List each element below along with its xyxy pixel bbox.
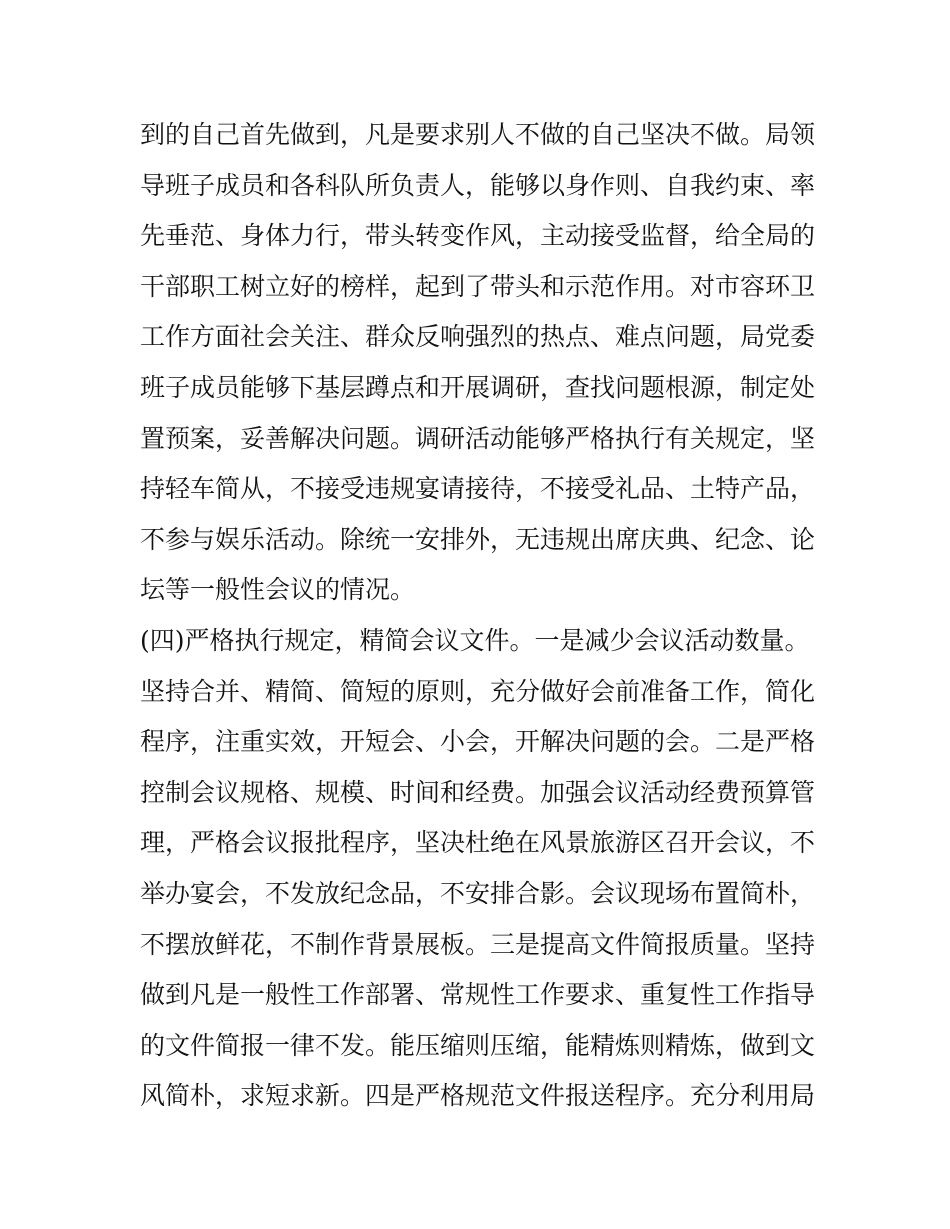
text-line-3: 先垂范、身体力行，带头转变作风，主动接受监督，给全局的 xyxy=(140,221,816,251)
text-line-9: 不参与娱乐活动。除统一安排外，无违规出席庆典、纪念、论 xyxy=(140,524,816,554)
text-line-20: 风简朴，求短求新。四是严格规范文件报送程序。充分利用局 xyxy=(140,1081,816,1111)
text-line-14: 控制会议规格、规模、时间和经费。加强会议活动经费预算管 xyxy=(140,777,816,807)
text-line-13: 程序，注重实效，开短会、小会，开解决问题的会。二是严格 xyxy=(140,727,816,757)
text-line-18: 做到凡是一般性工作部署、常规性工作要求、重复性工作指导 xyxy=(140,980,816,1010)
text-line-15: 理，严格会议报批程序，坚决杜绝在风景旅游区召开会议，不 xyxy=(140,828,816,858)
text-line-6: 班子成员能够下基层蹲点和开展调研，查找问题根源，制定处 xyxy=(140,372,816,402)
text-line-16: 举办宴会，不发放纪念品，不安排合影。会议现场布置简朴， xyxy=(140,878,816,908)
text-line-17: 不摆放鲜花，不制作背景展板。三是提高文件简报质量。坚持 xyxy=(140,929,816,959)
text-line-7: 置预案，妥善解决问题。调研活动能够严格执行有关规定，坚 xyxy=(140,423,816,453)
body-text xyxy=(140,110,820,1122)
text-line-5: 工作方面社会关注、群众反响强烈的热点、难点问题，局党委 xyxy=(140,322,816,352)
text-line-10: 坛等一般性会议的情况。 xyxy=(140,575,416,605)
text-line-19: 的文件简报一律不发。能压缩则压缩，能精炼则精炼，做到文 xyxy=(140,1030,816,1060)
text-line-11: (四)严格执行规定，精简会议文件。一是减少会议活动数量。 xyxy=(140,625,810,655)
text-line-4: 干部职工树立好的榜样，起到了带头和示范作用。对市容环卫 xyxy=(140,271,816,301)
text-line-8: 持轻车简从，不接受违规宴请接待，不接受礼品、土特产品， xyxy=(140,474,816,504)
text-line-2: 导班子成员和各科队所负责人，能够以身作则、自我约束、率 xyxy=(140,170,816,200)
text-line-12: 坚持合并、精简、简短的原则，充分做好会前准备工作，简化 xyxy=(140,676,816,706)
text-line-1: 到的自己首先做到，凡是要求别人不做的自己坚决不做。局领 xyxy=(140,120,816,149)
